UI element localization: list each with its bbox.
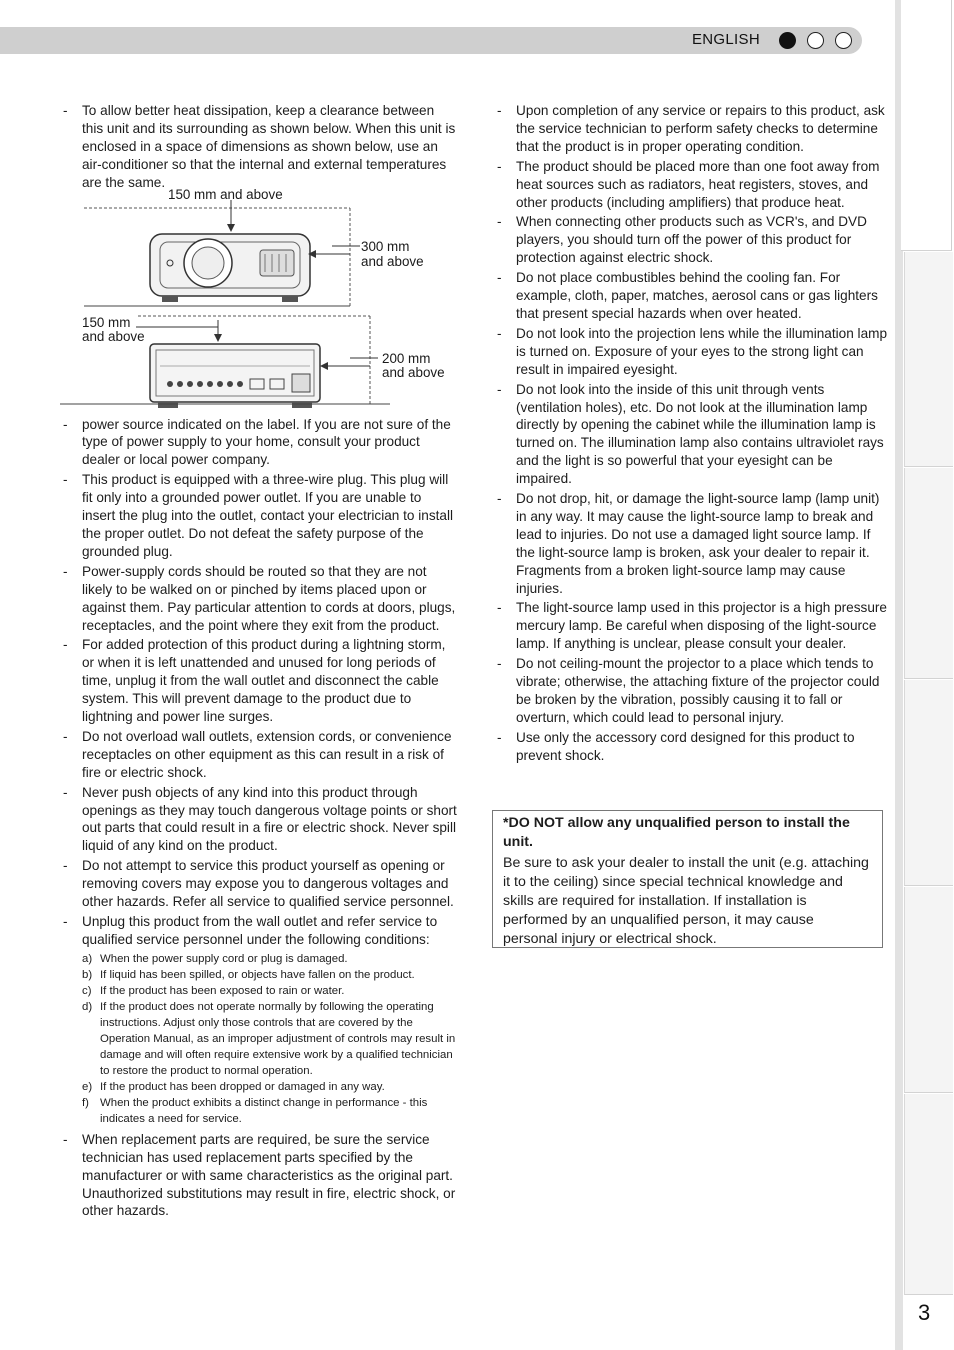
tab-3[interactable] [904,468,953,679]
item-text: Do not overload wall outlets, extension cords, or convenience receptacles on other equipment as this can result in a risk of fire or electric shock. [82,728,452,780]
warning-body: Be sure to ask your dealer to install the unit (e.g. attaching it to the ceiling) since special technical knowledge and skills are required for installation. If installation is performed by an unqualified person, it may cause personal injury or electrical shock. [503,855,869,947]
bullet-dash: - [497,729,502,745]
condition-text: If the product has been dropped or damaged in any way. [100,1080,385,1093]
condition-item [60,983,458,999]
list-item [60,913,458,949]
rear-clearance-label-1: 200 mm [382,350,431,366]
clearance-diagram [60,186,458,412]
bullet-dash: - [63,858,68,874]
bullet-dash: - [497,270,502,286]
condition-item [60,1095,458,1127]
section-indicator-filled-icon [779,32,796,49]
list-item [494,490,888,597]
item-text: Upon completion of any service or repairs to this product, ask the service technician to perform safety checks to determine that the product is in proper operating condition. [516,103,885,154]
bullet-dash: - [63,637,68,653]
list-item [60,1131,458,1221]
bullet-dash: - [497,656,502,672]
list-item [60,471,458,561]
bullet-dash: - [63,103,68,118]
bullet-dash: - [63,914,68,929]
condition-label: f) [82,1096,89,1109]
list-item [494,325,888,379]
rear-clearance-label-2: and above [382,364,445,380]
item-text: Do not attempt to service this product yourself as opening or removing covers may expose you to dangerous voltages and other hazards. Refer all service to qualified service personnel. [82,858,454,910]
bullet-dash: - [63,1131,68,1147]
list-item [60,563,458,635]
list-item [60,636,458,726]
condition-item [60,999,458,1079]
bullet-dash: - [63,416,68,432]
item-text: Do not place combustibles behind the cooling fan. For example, cloth, paper, matches, aerosol cans or gas lighters that present special hazards when over heated. [516,270,878,321]
tab-4[interactable] [904,680,953,886]
condition-label: a) [82,952,93,965]
bullet-dash: - [497,381,502,397]
section-indicator-empty-icon [835,32,852,49]
list-item [60,416,458,470]
bullet-dash: - [497,158,502,174]
condition-item [60,967,458,983]
item-text: Power-supply cords should be routed so that they are not likely to be walked on or pinched by items placed upon or against them. Pay particular attention to cords at doors, plugs, receptacles, and the point where they exit from the product. [82,563,456,633]
section-indicator-empty-icon [807,32,824,49]
item-text: Do not look into the inside of this unit through vents (ventilation holes), etc. Do not look at the illumination lamp directly by opening the cabinet while the illumination lamp is turned on. The illumination lamp also contains ultraviolet rays and the light is so powerful that your eyesight can be impaired. [516,381,884,487]
condition-text: If the product has been exposed to rain or water. [100,984,345,997]
bullet-dash: - [63,472,68,488]
item-text: Do not drop, hit, or damage the light-source lamp (lamp unit) in any way. It may cause the light-source lamp to break and lead to injuries. Do not use a damaged light source lamp. If the light-source lamp is broken, ask your dealer to repair it. Fragments from a broken light-source lamp may cause injuries. [516,491,880,596]
item-text: Do not look into the projection lens while the illumination lamp is turned on. Exposure of your eyes to the strong light can result in impaired eyesight. [516,325,888,377]
page-number: 3 [918,1300,931,1325]
list-item [494,158,888,212]
bullet-dash: - [497,325,502,341]
item-text: When connecting other products such as VCR's, and DVD players, you should turn off the power of this product for protection against electric shock. [516,214,867,266]
item-text: This product is equipped with a three-wire plug. This plug will fit only into a grounded power outlet. If you are unable to insert the plug into the outlet, contact your electrician to install the proper outlet. Do not defeat the safety purpose of the grounded plug. [82,472,454,559]
list-item [494,655,888,727]
side-clearance-label-2: and above [361,253,424,269]
item-text: The product should be placed more than one foot away from heat sources such as radiators, heat registers, stoves, and other products (including amplifiers) that produce heat. [516,158,880,210]
item-text: Do not ceiling-mount the projector to a place which tends to vibrate; otherwise, the attaching fixture of the projector could be broken by the vibration, possibly causing it to fall or overturn, which could lead to personal injury. [516,656,880,725]
condition-text: When the product exhibits a distinct change in performance - this indicates a need for service. [100,1096,428,1125]
section-tabs [895,0,954,1350]
left-column [60,102,458,1222]
bullet-dash: - [497,491,502,507]
condition-label: b) [82,968,93,981]
item-text: Use only the accessory cord designed for this product to prevent shock. [516,729,855,763]
list-item [494,729,888,765]
condition-text: If liquid has been spilled, or objects have fallen on the product. [100,968,415,981]
list-item [494,102,888,156]
left-clearance-label-1: 150 mm [82,314,131,330]
condition-text: If the product does not operate normally by following the operating instructions. Adjust only those controls that are covered by the Operation Manual, as an improper adjustment of controls may result in damage and will often require extensive work by a qualified technician to restore the product to normal operation. [100,1000,456,1077]
tab-5[interactable] [904,887,953,1093]
side-clearance-label-1: 300 mm [361,238,410,254]
list-item [60,728,458,782]
bullet-dash: - [63,728,68,744]
language-label: ENGLISH [692,31,760,48]
top-clearance-label: 150 mm and above [168,186,283,202]
bullet-dash: - [497,600,502,616]
tab-active[interactable] [901,0,952,251]
conditions-list [60,951,458,1127]
left-clearance-label-2: and above [82,328,145,344]
item-text: The light-source lamp used in this projector is a high pressure mercury lamp. Be careful when disposing of the light-source lamp. If anything is unclear, please consult your dealer. [516,600,887,652]
bullet-dash: - [497,214,502,230]
list-item [60,102,458,192]
item-text: When replacement parts are required, be sure the service technician has used replacement parts specified by the manufacturer or with same characteristics as the original part. Unauthorized substitutions may result in fire, electric shock, or other hazards. [82,1131,456,1219]
condition-item [60,1079,458,1095]
condition-item [60,951,458,967]
list-item [60,857,458,911]
list-item [494,381,888,488]
list-item [60,784,458,856]
tab-2[interactable] [904,252,953,467]
bullet-dash: - [497,103,502,118]
bullet-dash: - [63,784,68,800]
item-text: Never push objects of any kind into this product through openings as they may touch dangerous voltage points or short out parts that could result in a fire or electric shock. Never spill liquid of any kind on the product. [82,784,457,854]
list-item [494,213,888,267]
bullet-dash: - [63,563,68,579]
item-text: For added protection of this product during a lightning storm, or when it is left unattended and unused for long periods of time, unplug it from the wall outlet and disconnect the cable system. This will prevent damage to the product due to lightning and power line surges. [82,637,446,725]
installation-warning-box [492,810,883,948]
right-column [494,102,888,767]
condition-label: d) [82,1000,93,1013]
item-text: To allow better heat dissipation, keep a clearance between this unit and its surrounding as shown below. When this unit is enclosed in a space of dimensions as shown below, use an air-conditioner so that the internal and external temperatures are the same. [82,103,456,190]
list-item [494,599,888,653]
warning-title: *DO NOT allow any unqualified person to install the unit. [503,815,850,850]
condition-label: c) [82,984,92,997]
item-text: power source indicated on the label. If you are not sure of the type of power supply to your home, consult your product dealer or local power company. [82,416,451,468]
tab-6[interactable] [904,1094,953,1295]
item-text: Unplug this product from the wall outlet and refer service to qualified service personnel under the following conditions: [82,914,438,947]
condition-label: e) [82,1080,93,1093]
condition-text: When the power supply cord or plug is damaged. [100,952,348,965]
list-item [494,269,888,323]
